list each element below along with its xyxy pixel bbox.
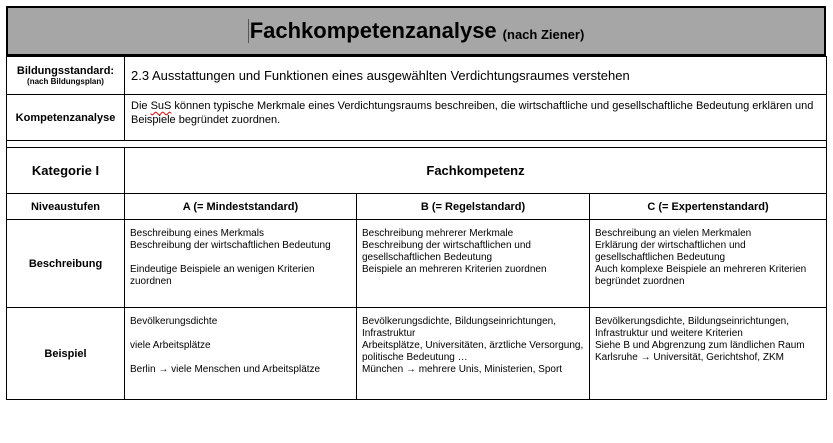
document-sheet [6, 6, 826, 400]
beschreibung-cell-b[interactable] [357, 220, 590, 308]
kategorie-row [7, 148, 827, 194]
beschreibung-row [7, 220, 827, 308]
text-cursor [248, 19, 249, 43]
page-subtitle: (nach Ziener) [502, 26, 585, 42]
kategorie-label: Kategorie I [7, 148, 125, 194]
bildungsstandard-row [7, 57, 827, 95]
kompetenzanalyse-row [7, 95, 827, 141]
niveaustufen-label: Niveaustufen [7, 194, 125, 220]
cell-paragraph: Bevölkerungsdichte, Bildungseinrichtungen, Infrastruktur Arbeitsplätze, Universitäten, ärztliche Versorgung, politische Bedeutung … München → mehrere Unis, Ministerien, Sport [362, 316, 584, 375]
cell-paragraph: Beschreibung eines Merkmals Beschreibung der wirtschaftlichen Bedeutung [130, 228, 331, 251]
bildungsstandard-sublabel: (nach Bildungsplan) [27, 77, 104, 86]
title-bar [6, 6, 826, 56]
beispiel-row [7, 308, 827, 400]
bildungsstandard-label-cell [7, 57, 125, 95]
cell-paragraph: Bevölkerungsdichte, Bildungseinrichtungen, Infrastruktur und weitere Kriterien Siehe B und Abgrenzung zum ländlichen Raum Karlsruhe → Universität, Gerichtshof, ZKM [595, 316, 805, 363]
kompetenzanalyse-label: Kompetenzanalyse [7, 95, 125, 141]
cell-paragraph: viele Arbeitsplätze [130, 340, 211, 351]
spacer-row [7, 141, 827, 148]
cell-paragraph: Beschreibung mehrerer Merkmale Beschreibung der wirtschaftlichen und gesellschaftlichen Bedeutung Beispiele an mehreren Kriterien zuordnen [362, 228, 547, 275]
sus-abbreviation: SuS [150, 100, 172, 112]
kompetenzanalyse-text[interactable] [125, 95, 827, 141]
fachkompetenz-header: Fachkompetenz [125, 148, 827, 194]
column-header-a: A (= Mindeststandard) [125, 194, 357, 220]
bildungsstandard-value[interactable]: 2.3 Ausstattungen und Funktionen eines ausgewählten Verdichtungsraumes verstehen [125, 57, 827, 95]
beispiel-cell-c[interactable] [590, 308, 827, 400]
niveau-header-row [7, 194, 827, 220]
column-header-b: B (= Regelstandard) [357, 194, 590, 220]
column-header-c: C (= Expertenstandard) [590, 194, 827, 220]
bildungsstandard-label: Bildungsstandard: [16, 65, 115, 77]
cell-paragraph: Eindeutige Beispiele an wenigen Kriterien zuordnen [130, 264, 315, 287]
beschreibung-cell-c[interactable] [590, 220, 827, 308]
beispiel-cell-b[interactable] [357, 308, 590, 400]
beispiel-cell-a[interactable] [125, 308, 357, 400]
beispiel-label: Beispiel [7, 308, 125, 400]
beschreibung-label: Beschreibung [7, 220, 125, 308]
page-title: Fachkompetenzanalyse [249, 18, 497, 43]
analysis-table [6, 56, 827, 400]
spacer-cell [7, 141, 827, 148]
kompetenz-text-post: können typische Merkmale eines Verdichtungsraums beschreiben, die wirtschaftliche und gesellschaftliche Bedeutung erklären und Beispiele begründet zuordnen. [131, 100, 814, 126]
beschreibung-cell-a[interactable] [125, 220, 357, 308]
cell-paragraph: Beschreibung an vielen Merkmalen Erklärung der wirtschaftlichen und gesellschaftlichen Bedeutung Auch komplexe Beispiele an mehreren Kriterien begründet zuordnen [595, 228, 807, 287]
cell-paragraph: Bevölkerungsdichte [130, 316, 218, 327]
kompetenz-text-pre: Die [131, 100, 151, 112]
cell-paragraph: Berlin → viele Menschen und Arbeitsplätze [130, 364, 321, 375]
